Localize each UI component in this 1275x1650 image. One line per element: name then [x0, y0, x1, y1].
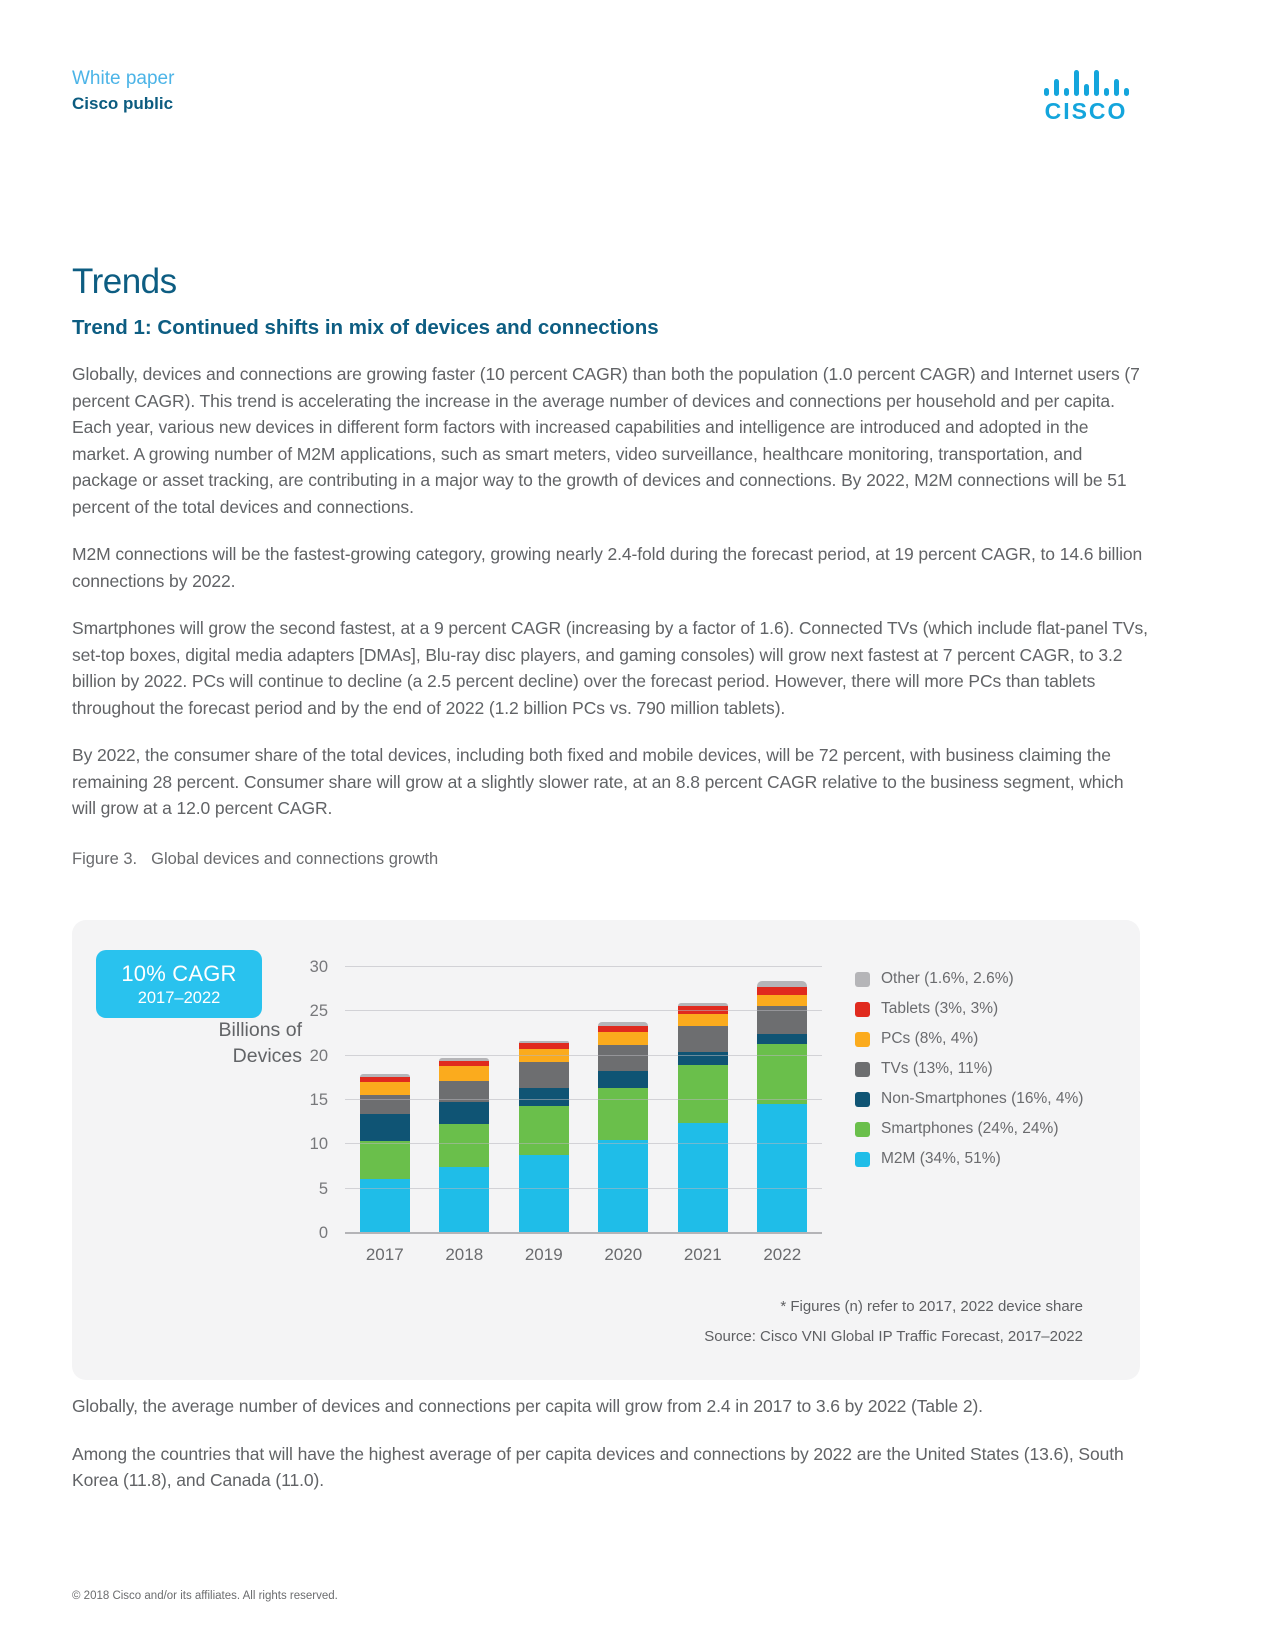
stacked-bar-2019: [519, 967, 569, 1264]
y-axis-title-line: Devices: [232, 1044, 302, 1067]
figure-source: Source: Cisco VNI Global IP Traffic Forecast, 2017–2022: [704, 1328, 1083, 1345]
figure-chart-panel: [72, 920, 1140, 1380]
y-axis-title-line: Billions of: [218, 1019, 302, 1041]
legend-swatch-icon: [855, 972, 870, 987]
bar-segment-smartphones: [519, 1106, 569, 1155]
bar-segment-pcs: [439, 1066, 489, 1080]
bar-segment-non-smartphones: [757, 1034, 807, 1044]
x-tick-label: 2021: [683, 1245, 722, 1264]
y-tick-label: 5: [318, 1179, 328, 1198]
x-tick-label: 2019: [524, 1245, 563, 1264]
x-tick-label: 2018: [445, 1245, 484, 1264]
stacked-bar-2017: [360, 967, 410, 1264]
y-tick-label: 25: [309, 1002, 328, 1021]
cagr-badge-range: 2017–2022: [137, 988, 221, 1007]
cisco-bridge-icon: [1031, 68, 1141, 96]
chart-legend: [855, 964, 1083, 1174]
bar-segment-smartphones: [439, 1124, 489, 1167]
gridline: [345, 1143, 822, 1144]
figure-notes: [704, 1292, 1083, 1352]
paragraph: Among the countries that will have the highest average of per capita devices and connections by 2022 are the United States (13.6), South Korea (11.8), and Canada (11.0).: [72, 1443, 1124, 1490]
chart-plot: [345, 967, 822, 1264]
legend-swatch-icon: [855, 1002, 870, 1017]
bar-segment-smartphones: [360, 1141, 410, 1179]
post-figure-content: [72, 1393, 1148, 1494]
bar-segment-tvs: [598, 1045, 648, 1071]
paragraph: Globally, devices and connections are growing faster (10 percent CAGR) than both the population (1.0 percent CAGR) and Internet users (7 percent CAGR). This trend is accelerating the increase in the average number of devices and connections per household and per capita. Each year, various new devices in different form factors with increased capabilities and intelligence are introduced and adopted in the market. A growing number of M2M applications, such as smart meters, video surveillance, healthcare monitoring, transportation, and package or asset tracking, are contributing in a major way to the growth of devices and connections. By 2022, M2M connections will be 51 percent of the total devices and connections.: [72, 364, 1140, 517]
legend-item-non-smartphones: [855, 1084, 1083, 1114]
legend-label: Non-Smartphones (16%, 4%): [881, 1090, 1084, 1107]
main-content: [72, 262, 1148, 869]
legend-item-pcs: [855, 1024, 1083, 1054]
section-heading: Trend 1: Continued shifts in mix of devices and connections: [72, 316, 659, 339]
legend-swatch-icon: [855, 1062, 870, 1077]
legend-swatch-icon: [855, 1122, 870, 1137]
stacked-bar-2018: [439, 967, 489, 1264]
y-tick-label: 30: [309, 958, 328, 976]
copyright-footer: © 2018 Cisco and/or its affiliates. All rights reserved.: [72, 1590, 338, 1602]
bar-segment-tvs: [678, 1026, 728, 1053]
bar-segment-m2m: [519, 1155, 569, 1233]
cisco-logo: [1031, 68, 1141, 125]
paragraph: By 2022, the consumer share of the total devices, including both fixed and mobile devices, will be 72 percent, with business claiming the remaining 28 percent. Consumer share will grow at a slightly slower rate, at an 8.8 percent CAGR relative to the business segment, which will grow at a 12.0 percent CAGR.: [72, 745, 1124, 818]
figure-caption-text: Global devices and connections growth: [151, 849, 439, 868]
bar-segment-tvs: [360, 1095, 410, 1115]
y-tick-label: 15: [309, 1091, 328, 1109]
legend-label: Other (1.6%, 2.6%): [881, 970, 1014, 987]
x-tick-label: 2020: [604, 1245, 643, 1264]
bar-group: [345, 967, 822, 1264]
doc-visibility-label: Cisco public: [72, 94, 174, 113]
legend-swatch-icon: [855, 1092, 870, 1107]
legend-item-smartphones: [855, 1114, 1083, 1144]
bar-segment-m2m: [678, 1123, 728, 1233]
cagr-badge-value: 10% CAGR: [121, 960, 237, 986]
legend-item-tablets: [855, 994, 1083, 1024]
gridline: [345, 1010, 822, 1011]
bar-segment-pcs: [678, 1014, 728, 1026]
page-title: Trends: [72, 262, 177, 301]
gridline: [345, 1099, 822, 1100]
bar-segment-pcs: [598, 1032, 648, 1045]
figure-footnote: * Figures (n) refer to 2017, 2022 device share: [780, 1298, 1083, 1315]
y-tick-label: 0: [318, 1224, 328, 1242]
y-tick-label: 20: [309, 1046, 328, 1065]
stacked-bar-2022: [757, 967, 807, 1264]
bar-segment-m2m: [598, 1140, 648, 1233]
legend-swatch-icon: [855, 1152, 870, 1167]
gridline: [345, 966, 822, 967]
y-tick-label: 10: [309, 1135, 328, 1154]
x-axis-baseline: [345, 1232, 822, 1234]
legend-item-m2m: [855, 1144, 1083, 1174]
legend-swatch-icon: [855, 1032, 870, 1047]
cisco-wordmark: CISCO: [1044, 98, 1128, 124]
bar-segment-smartphones: [678, 1065, 728, 1123]
bar-segment-pcs: [360, 1082, 410, 1094]
gridline: [345, 1188, 822, 1189]
bar-segment-m2m: [757, 1104, 807, 1233]
x-tick-label: 2022: [763, 1245, 802, 1264]
doc-type-label: White paper: [72, 68, 175, 89]
legend-label: M2M (34%, 51%): [881, 1150, 1001, 1167]
legend-label: Tablets (3%, 3%): [881, 1000, 999, 1017]
legend-label: Smartphones (24%, 24%): [881, 1120, 1059, 1137]
stacked-bar-2020: [598, 967, 648, 1264]
legend-label: TVs (13%, 11%): [881, 1060, 993, 1077]
legend-item-other: [855, 964, 1083, 994]
bar-segment-non-smartphones: [360, 1114, 410, 1141]
stacked-bar-2021: [678, 967, 728, 1264]
gridline: [345, 1055, 822, 1056]
legend-label: PCs (8%, 4%): [881, 1030, 979, 1047]
legend-item-tvs: [855, 1054, 1083, 1084]
bar-segment-tablets: [757, 987, 807, 995]
x-tick-label: 2017: [365, 1245, 404, 1264]
bar-segment-smartphones: [598, 1088, 648, 1140]
bar-segment-pcs: [757, 995, 807, 1006]
page-header: [72, 68, 1203, 124]
y-axis-ticks: [248, 958, 328, 1242]
figure-caption-label: Figure 3.: [72, 849, 138, 868]
paragraph: M2M connections will be the fastest-growing category, growing nearly 2.4-fold during the forecast period, at 19 percent CAGR, to 14.6 billion connections by 2022.: [72, 544, 1143, 591]
figure-caption: [72, 850, 1148, 869]
bar-segment-tvs: [519, 1062, 569, 1088]
bar-segment-non-smartphones: [598, 1071, 648, 1088]
bar-segment-non-smartphones: [439, 1102, 489, 1124]
paragraph: Smartphones will grow the second fastest, at a 9 percent CAGR (increasing by a factor of 1.6). Connected TVs (which include flat-panel TVs, set-top boxes, digital media adapters [DMAs], Blu-ray disc players, and gaming consoles) will grow next fastest at 7 percent CAGR, to 3.2 billion by 2022. PCs will continue to decline (a 2.5 percent decline) over the forecast period. However, there will more PCs than tablets throughout the forecast period and by the end of 2022 (1.2 billion PCs vs. 790 million tablets).: [72, 618, 1148, 718]
bar-segment-m2m: [439, 1167, 489, 1233]
bar-segment-smartphones: [757, 1044, 807, 1103]
bar-segment-non-smartphones: [519, 1088, 569, 1107]
paragraph: Globally, the average number of devices and connections per capita will grow from 2.4 in 2017 to 3.6 by 2022 (Table 2).: [72, 1396, 983, 1416]
cagr-badge: [96, 950, 262, 1018]
